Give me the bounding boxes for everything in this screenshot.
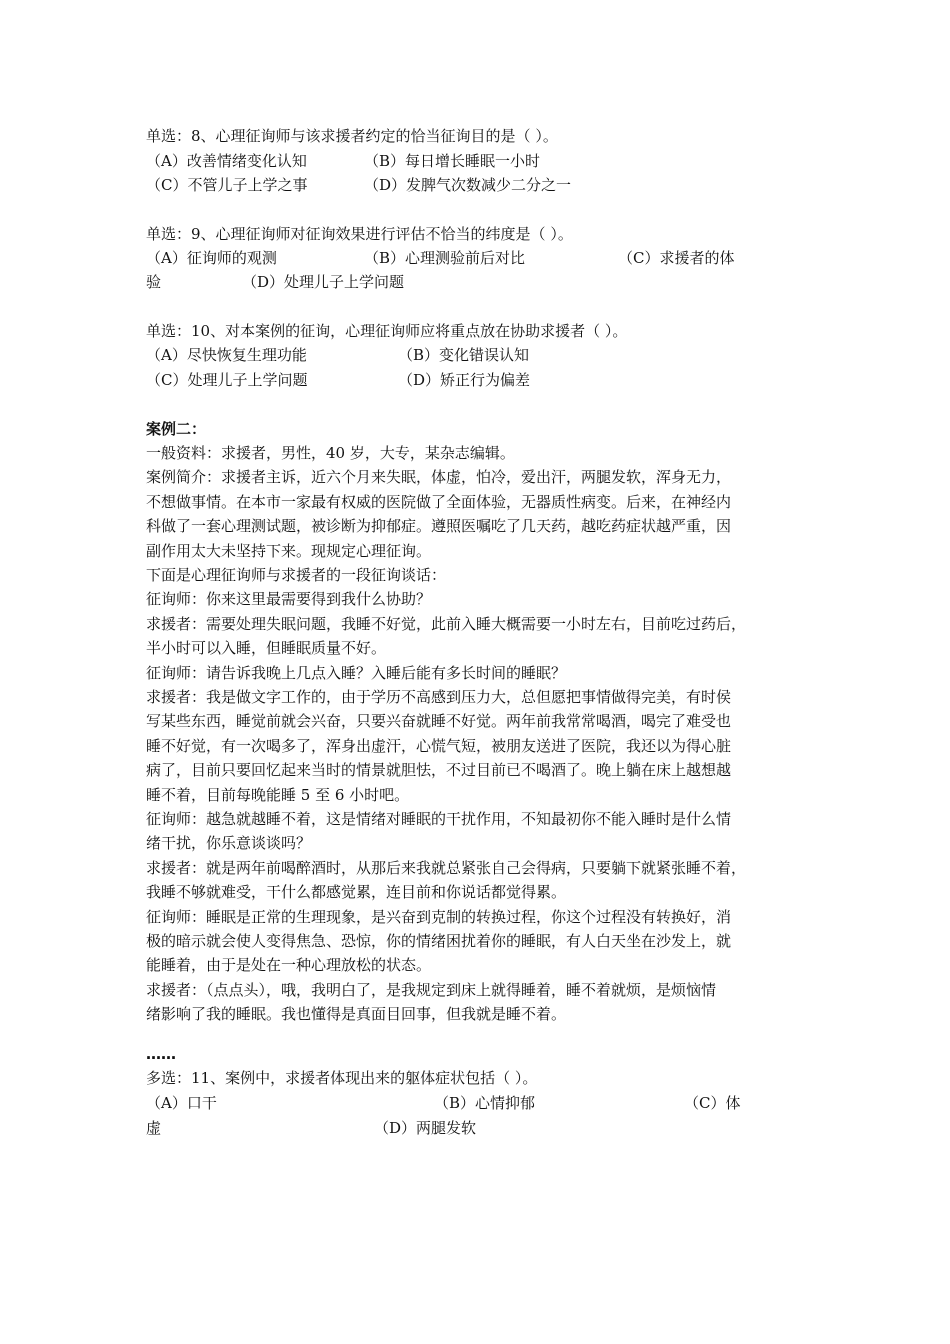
question-8-option-b: （B）每日增长睡眠一小时 (364, 152, 541, 170)
case-2-line: 一般资料：求援者，男性，40 岁，大专，某杂志编辑。 (146, 444, 515, 462)
case-2-line: 求援者：需要处理失眠问题，我睡不好觉，此前入睡大概需要一小时左右，目前吃过药后， (146, 614, 747, 633)
case-2-line: 睡不着，目前每晚能睡 5 至 6 小时吧。 (146, 785, 410, 804)
case-2-heading: 案例二： (146, 420, 207, 438)
case-2-line: 写某些东西，睡觉前就会兴奋，只要兴奋就睡不好觉。两年前我常常喝酒，喝完了难受也 (146, 712, 732, 731)
question-11-option-c-cont: 虚 (146, 1119, 162, 1137)
question-8-option-a: （A）改善情绪变化认知 (146, 152, 307, 170)
question-10-option-b: （B）变化错误认知 (398, 346, 530, 364)
case-2-line: 能睡着，由于是处在一种心理放松的状态。 (146, 956, 432, 975)
question-9-option-a: （A）征询师的观测 (146, 249, 277, 267)
question-9-option-c-cont: 验 (146, 273, 162, 291)
question-11-option-c: （C）体 (684, 1094, 741, 1112)
case-2-line: 求援者：（点点头），哦，我明白了，是我规定到床上就得睡着，睡不着就烦，是烦恼情 (146, 980, 717, 999)
question-9-option-c: （C）求援者的体 (618, 249, 735, 267)
question-11-stem: 多选：11、案例中，求援者体现出来的躯体症状包括（ ）。 (146, 1069, 538, 1087)
case-2-line: 征询师：你来这里最需要得到我什么协助？ (146, 590, 432, 609)
question-8-option-c: （C）不管儿子上学之事 (146, 176, 308, 194)
question-8-stem: 单选：8、心理征询师与该求援者约定的恰当征询目的是（ ）。 (146, 127, 558, 145)
case-2-line: 不想做事情。在本市一家最有权威的医院做了全面体验，无器质性病变。后来，在神经内 (146, 492, 732, 511)
case-2-line: 半小时可以入睡，但睡眠质量不好。 (146, 639, 387, 658)
question-10-option-a: （A）尽快恢复生理功能 (146, 346, 307, 364)
case-2-line: 征询师：睡眠是正常的生理现象，是兴奋到克制的转换过程，你这个过程没有转换好，消 (146, 907, 732, 926)
case-2-line: 副作用太大未坚持下来。现规定心理征询。 (146, 541, 432, 560)
case-2-line: 病了，目前只要回忆起来当时的情景就胆怯，不过目前已不喝酒了。晚上躺在床上越想越 (146, 761, 732, 780)
case-2-line: 绪干扰，你乐意谈谈吗？ (146, 834, 312, 853)
question-9-stem: 单选：9、心理征询师对征询效果进行评估不恰当的纬度是（ ）。 (146, 225, 573, 243)
question-11-option-d: （D）两腿发软 (374, 1119, 477, 1137)
question-10-stem: 单选：10、对本案例的征询，心理征询师应将重点放在协助求援者（ ）。 (146, 322, 628, 340)
case-2-line: 科做了一套心理测试题，被诊断为抑郁症。遵照医嘱吃了几天药，越吃药症状越严重，因 (146, 517, 732, 536)
question-9-option-b: （B）心理测验前后对比 (364, 249, 526, 267)
case-2-ellipsis: …… (146, 1045, 176, 1063)
question-10-option-d: （D）矫正行为偏差 (398, 371, 531, 389)
question-9-option-d: （D）处理儿子上学问题 (242, 273, 405, 291)
case-2-line: 下面是心理征询师与求援者的一段征询谈话： (146, 566, 447, 584)
case-2-line: 求援者：我是做文字工作的，由于学历不高感到压力大，总但愿把事情做得完美，有时侯 (146, 688, 732, 706)
case-2-line: 案例简介：求援者主诉，近六个月来失眠，体虚，怕冷，爱出汗，两腿发软，浑身无力， (146, 468, 732, 487)
question-11-option-b: （B）心情抑郁 (434, 1094, 536, 1112)
question-11-option-a: （A）口干 (146, 1094, 217, 1112)
case-2-line: 求援者：就是两年前喝醉酒时，从那后来我就总紧张自己会得病，只要躺下就紧张睡不着， (146, 858, 747, 877)
case-2-line: 征询师：请告诉我晚上几点入睡？入睡后能有多长时间的睡眠？ (146, 663, 567, 682)
case-2-line: 睡不好觉，有一次喝多了，浑身出虚汗，心慌气短，被朋友送进了医院，我还以为得心脏 (146, 736, 732, 755)
question-8-option-d: （D）发脾气次数减少二分之一 (364, 176, 572, 194)
case-2-line: 极的暗示就会使人变得焦急、恐惊，你的情绪困扰着你的睡眠，有人白天坐在沙发上，就 (146, 932, 732, 950)
case-2-line: 征询师：越急就越睡不着，这是情绪对睡眠的干扰作用，不知最初你不能入睡时是什么情 (146, 810, 732, 828)
case-2-line: 绪影响了我的睡眠。我也懂得是真面目回事，但我就是睡不着。 (146, 1005, 567, 1024)
case-2-line: 我睡不够就难受，干什么都感觉累，连目前和你说话都觉得累。 (146, 883, 567, 902)
question-10-option-c: （C）处理儿子上学问题 (146, 371, 308, 389)
